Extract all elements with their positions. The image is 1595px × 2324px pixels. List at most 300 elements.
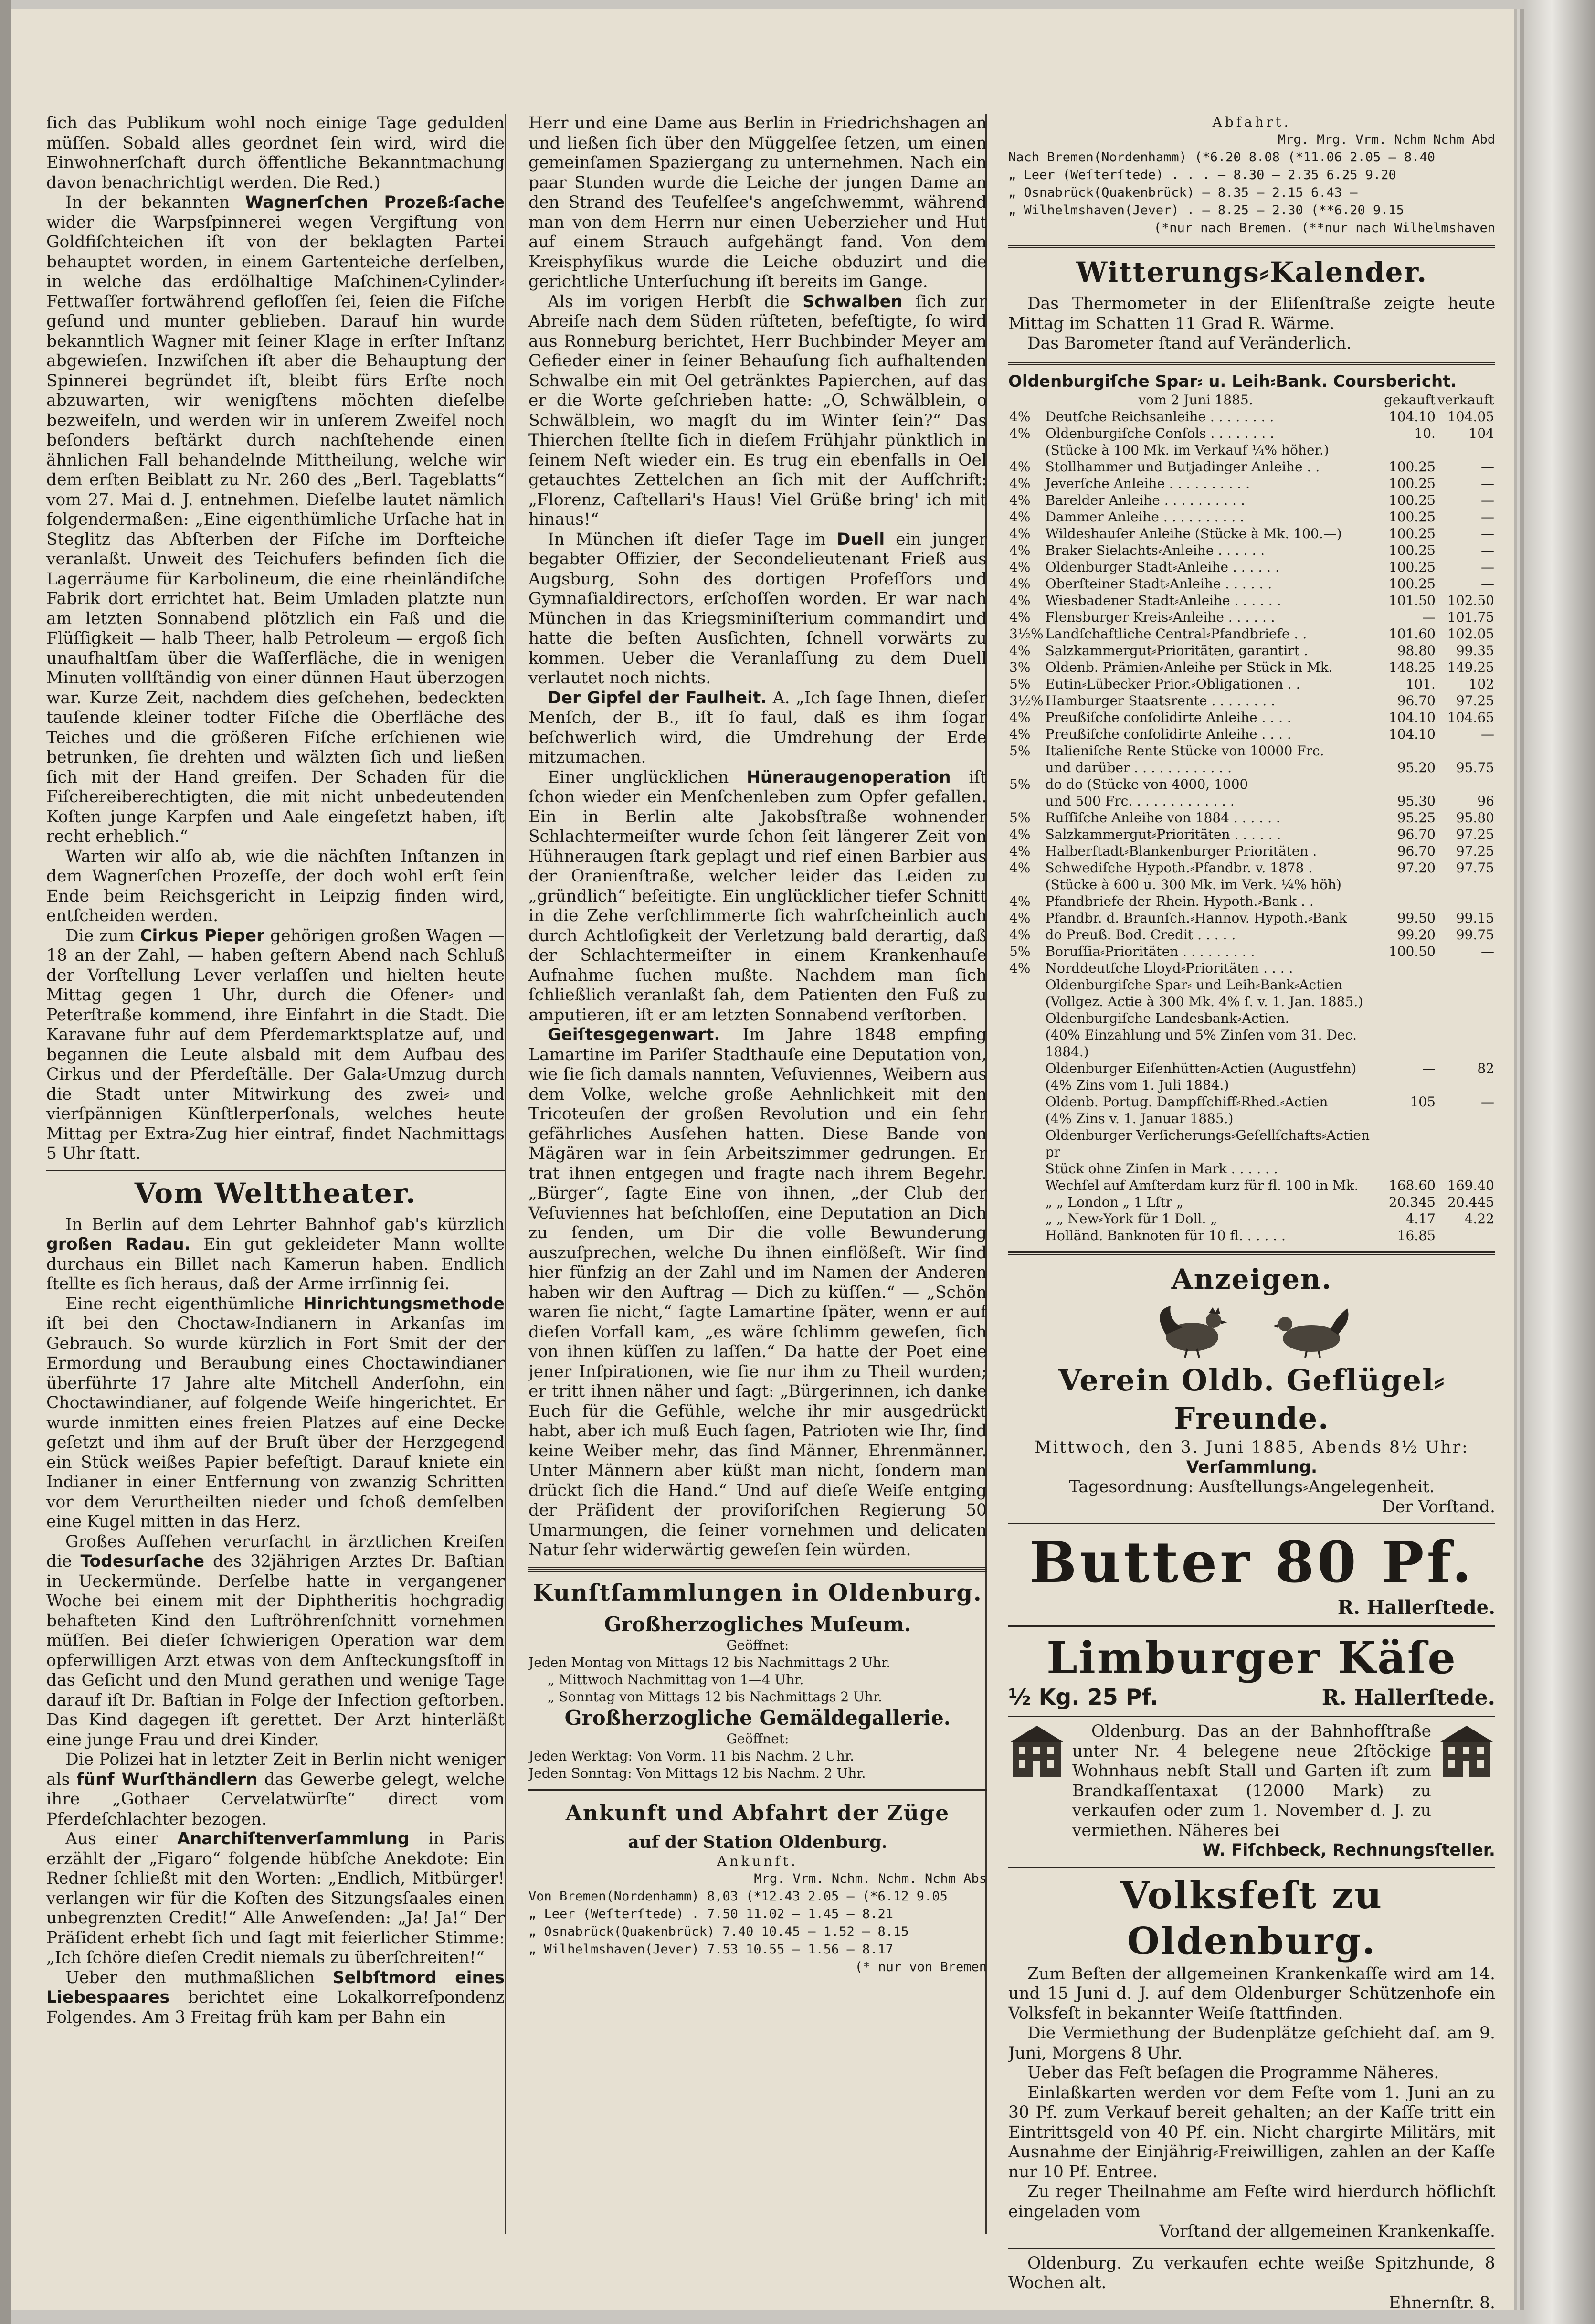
scan-left-edge xyxy=(0,0,11,2324)
sold-cell: 97.25 xyxy=(1456,827,1494,842)
rate-cell xyxy=(1008,759,1045,776)
sold-cell xyxy=(1437,442,1495,458)
table-row xyxy=(1008,743,1495,759)
bought-cell: 104.10 xyxy=(1388,710,1436,725)
column-3 xyxy=(1008,114,1495,2313)
table-row xyxy=(1008,642,1495,659)
table-row xyxy=(1008,609,1495,626)
arrival-note: (* nur von Bremen xyxy=(855,1959,987,1974)
article-text: Herr und eine Dame aus Berlin in Friedrichshagen an und ließen ſich über den Müggelſee ſetzen, um einen gemeinſamen Spaziergang zu unternehmen. Nach ein paar Stunden wurde die Leiche der jungen Dame an den Strand des Teufelſee's angeſchwemmt, während man von dem Herrn nur einen Ueberzieher und Hut auf einem Strauch aufgehängt fand. Von dem Kreisphyſikus wurde die Leiche obduzirt und die gerichtliche Unterſuchung iſt bereits im Gange. xyxy=(528,114,987,291)
divider xyxy=(1008,361,1495,365)
article-geistesgegenwart: Geiſtesgegenwart. Im Jahre 1848 empfing Lamartine im Pariſer Stadthauſe eine Deputation von, wie ſie ſich damals nannten, Veſuviennes, Weibern aus dem Volke, welche große Aehnlichkeit mit den Tricoteuſen der großen Revolution und ein ſehr gefährliches Ausſehen hatten. Diese Bande von Mägären war in ſein Arbeitszimmer gedrungen. Er trat ihnen entgegen und fragte nach ihrem Begehr. „Bürger“, ſagte Eine von ihnen, „der Club der Veſuviennes hat beſchloſſen, eine Deputation an Dich zu ſenden, um Dir die volle Bewunderung auszuſprechen, welche Du ihnen einflößeſt. Wir ſind hier fünfzig an der Zahl und im Namen der Anderen haben wir den Auftrag — Dich zu küſſen.“ — „Schön waren ſie nicht,“ ſagte Lamartine ſpäter, wenn er auf dieſen Vorfall kam, „es wäre ſchlimm geweſen, ſich von ihnen küſſen zu laſſen.“ Da hatte der Poet eine jener Inſpirationen, wie ſie nur ihm zu Theil wurden; er tritt ihnen näher und ſagt: „Bürgerinnen, ich danke Euch für die Gefühle, welche ihr mir ausgedrückt habt, aber ich muß Euch ſagen, Patrioten wie Ihr, ſind keine Weiber mehr, das ſind Männer, Ehrenmänner. Unter Männern aber küßt man nicht, ſondern man drückt ſich die Hand.“ Und auf dieſe Weiſe entging der Präſident der proviſoriſchen Regierung 50 Umarmungen, die ſeiner vornehmen und delicaten Natur ſehr widerwärtig geweſen ſein würden. xyxy=(528,1025,987,1560)
bought-cell: 99.50 xyxy=(1397,910,1436,926)
security-cell: (Vollgez. Actie à 300 Mk. 4% ſ. v. 1. Jan. 1885.) xyxy=(1045,994,1363,1009)
article-cirkus: Die zum Cirkus Pieper gehörigen großen Wagen — 18 an der Zahl, — haben geſtern Abend nach Schluß der Vorſtellung Lever verlaſſen und hielten heute Mittag gegen 1 Uhr, durch die Ofener⸗ und Peterſtraße kommend, ihre Einfahrt in die Stadt. Die Karavane fuhr auf dem Pferdemarktsplatze auf, und begannen die Leute alsbald mit dem Aufbau des Cirkus und der Pferdeſtälle. Der Gala⸗Umzug durch die Stadt unter Mitwirkung des zwei⸗ und vierſpännigen Künſtlerperſonals, welches heute Mittag per Extra⸗Zug hier eintraf, findet Nachmittags 5 Uhr ſtatt. xyxy=(46,926,505,1163)
weather-heading: Witterungs⸗Kalender. xyxy=(1076,256,1428,288)
table-row xyxy=(1008,676,1495,692)
gallery-open: Geöffnet: xyxy=(726,1730,789,1747)
section-heading: Vom Welttheater. xyxy=(134,1177,417,1210)
sold-cell xyxy=(1437,1027,1495,1060)
security-cell: Oldenb. Portug. Dampfſchiff⸗Rhed.⸗Actien xyxy=(1045,1094,1328,1110)
divider xyxy=(1008,1251,1495,1255)
bought-cell: 95.30 xyxy=(1397,793,1436,809)
table-row xyxy=(1008,860,1495,876)
rate-cell: 4% xyxy=(1009,526,1031,541)
rate-cell: 5% xyxy=(1009,743,1031,759)
bought-cell: 100.50 xyxy=(1388,944,1436,959)
article-lead: Der Gipfel der Faulheit. xyxy=(548,688,767,708)
table-row xyxy=(1008,993,1495,1010)
verein-heading: Verein Oldb. Geflügel⸗Freunde. xyxy=(1058,1363,1446,1436)
sold-cell: 97.25 xyxy=(1456,693,1494,709)
security-cell: (40% Einzahlung und 5% Zinſen vom 31. Dec. 1884.) xyxy=(1045,1027,1357,1060)
arrival-row: „ Wilhelmshaven(Jever) 7.53 10.55 — 1.56 — 8.17 xyxy=(528,1942,894,1957)
table-row xyxy=(1008,425,1495,442)
sold-cell xyxy=(1437,1160,1495,1177)
sold-cell: 102 xyxy=(1468,676,1494,692)
table-row xyxy=(1008,910,1495,926)
museum-open: Geöffnet: xyxy=(726,1637,789,1653)
article-lead: großen Radau. xyxy=(46,1235,190,1254)
security-cell: Oldenburgiſche Conſols . . . . . . . . xyxy=(1045,425,1275,441)
security-cell: (Stücke à 100 Mk. im Verkauf ¼% höher.) xyxy=(1045,442,1329,458)
museum-heading: Großherzogliches Muſeum. xyxy=(604,1612,911,1636)
poultry-illustration xyxy=(1008,1301,1495,1358)
sold-cell xyxy=(1437,1077,1495,1093)
sold-cell: 97.25 xyxy=(1456,843,1494,859)
bank-heading: Oldenburgiſche Spar⸗ u. Leih⸗Bank. Coursbericht. xyxy=(1008,371,1457,391)
museum-hours: „ Mittwoch Nachmittag von 1—4 Uhr. xyxy=(548,1671,804,1687)
divider xyxy=(46,1170,505,1171)
rate-cell xyxy=(1008,1160,1045,1177)
bought-cell: 20.345 xyxy=(1388,1194,1436,1210)
volksfest-heading: Volksfeſt zu Oldenburg. xyxy=(1120,1873,1383,1963)
sold-cell xyxy=(1437,993,1495,1010)
verein-date: Mittwoch, den 3. Juni 1885, Abends 8½ Uhr: xyxy=(1035,1438,1469,1457)
article-lead: Schwalben xyxy=(803,292,903,311)
column-2 xyxy=(528,114,987,1976)
article-selbstmord: Ueber den muthmaßlichen Selbſtmord eines Liebespaares berichtet eine Lokalkorreſpondenz Folgendes. Am 3 Freitag früh kam per Bahn ein xyxy=(46,1968,505,2027)
article-wurst: Die Polizei hat in letzter Zeit in Berlin nicht weniger als fünf Wurſthändlern das Gewerbe gelegt, welche ihre „Gothaer Cervelatwürſte“ direct vom Pferdeſchlachter bezogen. xyxy=(46,1750,505,1829)
bought-cell: 100.25 xyxy=(1388,576,1436,592)
bought-cell xyxy=(1383,442,1437,458)
sold-cell: 20.445 xyxy=(1447,1194,1494,1210)
security-cell: Pfandbr. d. Braunſch.⸗Hannov. Hypoth.⸗Bank xyxy=(1045,910,1347,926)
sold-cell: 4.22 xyxy=(1464,1211,1494,1227)
security-cell: do do (Stücke von 4000, 1000 xyxy=(1045,776,1248,792)
weather-barometer: Das Barometer ſtand auf Veränderlich. xyxy=(1027,334,1352,353)
rate-cell: 4% xyxy=(1009,609,1031,625)
article-text: Warten wir alſo ab, wie die nächſten Inſtanzen in dem Wagnerſchen Prozeſſe, der doch wohl erſt ſein Ende beim Reichsgericht in Leipzig finden wird, entſcheiden werden. xyxy=(46,847,505,925)
gallery-heading: Großherzogliche Gemäldegallerie. xyxy=(564,1706,951,1730)
sold-cell xyxy=(1437,1110,1495,1127)
sold-cell xyxy=(1437,1127,1495,1160)
departure-heading: Abfahrt. xyxy=(1212,114,1291,130)
volksfest-text: Die Vermiethung der Budenplätze geſchieht daſ. am 9. Juni, Morgens 8 Uhr. xyxy=(1008,2024,1495,2063)
bought-cell: 99.20 xyxy=(1397,927,1436,943)
security-cell: Barelder Anleihe . . . . . . . . . . xyxy=(1045,492,1245,508)
sold-cell: — xyxy=(1481,726,1494,742)
rate-cell xyxy=(1008,793,1045,809)
table-row xyxy=(1008,1177,1495,1194)
column-1 xyxy=(46,114,505,2027)
table-row xyxy=(1008,843,1495,860)
volksfest-text: Einlaßkarten werden vor dem Feſte vom 1. Juni an zu 30 Pf. zum Verkauf bereit gehalten; an der Kaſſe tritt ein Eintrittsgeld von 40 Pf. ein. Nicht chargirte Militärs, mit Ausnahme der Einjährig⸗Freiwilligen, zahlen an der Kaſſe nur 10 Pf. Entree. xyxy=(1008,2083,1495,2182)
house-ad-text: Oldenburg. Das an der Bahnhofſtraße unter Nr. 4 belegene neue 2ſtöckige Wohnhaus nebſt Stall und Garten iſt zum Brandkaſſentaxat (12000 Mark) zu verkaufen oder zum 1. November d. J. zu vermiethen. Näheres bei xyxy=(1072,1722,1431,1840)
table-row xyxy=(1008,709,1495,726)
gallery-hours: Jeden Werktag: Von Vorm. 11 bis Nachm. 2 Uhr. xyxy=(528,1748,855,1764)
table-row xyxy=(1008,976,1495,993)
table-row xyxy=(1008,876,1495,893)
divider xyxy=(528,1789,987,1793)
rate-cell: 4% xyxy=(1009,710,1031,725)
security-cell: und 500 Frc. . . . . . . . . . . . . xyxy=(1045,793,1235,809)
sold-cell: — xyxy=(1481,459,1494,475)
article-wagner: In der bekannten Wagnerſchen Prozeß⸗ſache wider die Warpsſpinnerei wegen Vergiftung von Goldfiſchteichen iſt von der beklagten Partei behauptet worden, in einem Gartenteiche derſelben, in welche das erdölhaltige Maſchinen⸗Cylinder⸗Fettwaſſer fortwährend gefloſſen ſei, ſeien die Fiſche geſund und munter geblieben. Darauf hin wurde bekanntlich Wagner mit ſeiner Klage in erſter Inſtanz abgewieſen. Inzwiſchen iſt aber die Behauptung der Spinnerei begründet iſt, bleibt fürs Erſte noch abzuwarten, wir wenigſtens möchten dieſelbe bezweifeln, und werden wir in unſerem Zweifel noch beſonders beſtärkt durch nachſtehende einen ähnlichen Fall behandelnde Mittheilung, welche wir dem erſten Beiblatt zu Nr. 260 des „Berl. Tageblatts“ vom 27. Mai d. J. entnehmen. Dieſelbe lautet nämlich folgendermaßen: „Eine eigenthümliche Urſache hat in Steglitz das Abſterben der Fiſche im Dorfteiche veranlaßt. Unweit des Teichufers befinden ſich die Lagerräume für Karbolineum, die eine rheinländiſche Fabrik dort errichtet hat. Beim Umladen platzte nun am letzten Sonnabend plötzlich ein Faß und die Flüſſigkeit — halb Theer, halb Petroleum — ergoß ſich unaufhaltſam über die Waſſerfläche, die in wenigen Minuten vollſtändig von einer dünnen Haut überzogen war. Kurze Zeit, nachdem dies geſchehen, bedeckten tauſende kleiner todter Fiſche die Oberfläche des Teiches und die größeren Fiſche erſchienen wie betrunken, ſie drehten und wälzten ſich und ließen ſich mit der Hand greifen. Der Schaden für die Fiſchereiberechtigten, die mit nicht unbedeutenden Koſten junge Karpfen und Aale eingeſetzt haben, iſt recht erheblich.“ xyxy=(46,193,505,846)
table-row xyxy=(1008,1110,1495,1127)
table-row xyxy=(1008,525,1495,542)
kunst-heading: Kunſtſammlungen in Oldenburg. xyxy=(533,1579,982,1606)
table-row xyxy=(1008,943,1495,960)
rate-cell: 5% xyxy=(1009,810,1031,826)
bought-cell: 97.20 xyxy=(1397,860,1436,876)
sold-cell xyxy=(1437,893,1495,910)
butter-signature: R. Hallerſtede. xyxy=(1337,1596,1495,1619)
rate-cell: 4% xyxy=(1009,860,1031,876)
bought-cell xyxy=(1383,1027,1437,1060)
security-cell: (4% Zins v. 1. Januar 1885.) xyxy=(1045,1111,1234,1126)
table-row xyxy=(1008,793,1495,809)
divider xyxy=(1008,1523,1495,1524)
rate-cell: 4% xyxy=(1009,476,1031,491)
bought-cell: 101. xyxy=(1405,676,1436,692)
rate-cell: 4% xyxy=(1009,843,1031,859)
arrival-heading: Ankunft. xyxy=(717,1853,798,1869)
bought-cell: 101.50 xyxy=(1388,593,1436,608)
rate-cell: 4% xyxy=(1009,559,1031,575)
security-cell: Deutſche Reichsanleihe . . . . . . . . xyxy=(1045,409,1274,424)
table-row xyxy=(1008,1227,1495,1244)
house-ad-signature: W. Fiſchbeck, Rechnungsſteller. xyxy=(1202,1841,1495,1860)
sold-cell: 99.35 xyxy=(1456,643,1494,658)
bought-cell: 100.25 xyxy=(1388,492,1436,508)
article-hueneraugen: Einer unglücklichen Hüneraugenoperation iſt ſchon wieder ein Menſchenleben zum Opfer gefallen. Ein in Berlin alte Jakobsſtraße wohnender Schlachtermeiſter wurde ſchon ſeit längerer Zeit von Hühneraugen ſtark geplagt und rief einen Barbier aus der Oranienſtraße, welcher leider das Leiden zu „gründlich“ beſeitigte. Ein unglücklicher tiefer Schnitt in die Zehe verſchlimmerte ſich wahrſcheinlich auch durch Achtloſigkeit der Verletzung bald derartig, daß der Schlachtermeiſter in einem Krankenhauſe Aufnahme ſuchen mußte. Nachdem man ſich ſchließlich veranlaßt ſah, dem Patienten den Fuß zu amputieren, iſt er am letzten Sonnabend verſtorben. xyxy=(528,767,987,1025)
bought-cell: 100.25 xyxy=(1388,459,1436,475)
table-row xyxy=(1008,692,1495,709)
spitz-ad-text: Oldenburg. Zu verkaufen echte weiße Spitzhunde, 8 Wochen alt. xyxy=(1008,2253,1495,2292)
sold-cell: — xyxy=(1481,1094,1494,1110)
rate-cell: 4% xyxy=(1009,643,1031,658)
bought-cell: 4.17 xyxy=(1405,1211,1436,1227)
rate-cell: 4% xyxy=(1009,726,1031,742)
sold-cell: 104 xyxy=(1468,425,1494,441)
divider xyxy=(528,1567,987,1572)
bought-cell xyxy=(1383,893,1437,910)
rate-cell: 4% xyxy=(1009,509,1031,525)
sold-cell: 101.75 xyxy=(1447,609,1494,625)
divider xyxy=(1008,1716,1495,1717)
sold-cell: — xyxy=(1481,576,1494,592)
table-row xyxy=(1008,442,1495,458)
bought-cell: 98.80 xyxy=(1397,643,1436,658)
security-cell: Oldenburgiſche Spar⸗ und Leih⸗Bank⸗Actien xyxy=(1045,977,1342,993)
house-icon xyxy=(1438,1722,1495,1779)
bought-cell: 104.10 xyxy=(1388,726,1436,742)
article-anarchisten: Aus einer Anarchiſtenverſammlung in Paris erzählt der „Figaro“ folgende hübſche Anekdote: Ein Redner ſchließt mit den Worten: „Endlich, Mitbürger! verlangen wir für die Koſten des Sitzungsſaales einen unbegrenzten Credit!“ Alle Anweſenden: „Ja! Ja!“ Der Präſident erhebt ſich und ſagt mit feierlicher Stimme: „Ich ſchöre dieſen Credit niemals zu überſchreiten!“ xyxy=(46,1829,505,1967)
bank-date: vom 2 Juni 1885. xyxy=(1138,392,1253,408)
column-header: gekauft xyxy=(1384,392,1436,408)
sold-cell: 97.75 xyxy=(1456,860,1494,876)
security-cell: „ „ New⸗York für 1 Doll. „ xyxy=(1045,1211,1217,1227)
article-lead: Geiſtesgegenwart. xyxy=(548,1025,720,1044)
security-cell: Eutin⸗Lübecker Prior.⸗Obligationen . . xyxy=(1045,676,1300,692)
bought-cell: 100.25 xyxy=(1388,509,1436,525)
table-row xyxy=(1008,492,1495,509)
bought-cell xyxy=(1383,976,1437,993)
table-row xyxy=(1008,1210,1495,1227)
bought-cell: 100.25 xyxy=(1388,476,1436,491)
rate-cell xyxy=(1008,442,1045,458)
house-ad xyxy=(1008,1722,1495,1841)
article-schwalben: Als im vorigen Herbſt die Schwalben ſich zur Abreiſe nach dem Süden rüſteten, befeſtigte, ſo wird aus Ronneburg berichtet, Herr Buchbinder Meyer am Gefieder einer in ſeiner Behauſung ſich aufhaltenden Schwalbe ein mit Oel getränktes Papierchen, auf das er die Worte geſchrieben hatte: „O, Schwälblein, o Schwälblein, wo magſt du im Winter ſein?“ Das Thierchen ſtellte ſich in dieſem Frühjahr pünktlich in ſeinem Neſt wieder ein. Es trug ein ebenfalls in Oel getauchtes Zettelchen an ſich mit der Aufſchrift: „Florenz, Caſtellari's Haus! Viel Grüße bring' ich mit hinaus!“ xyxy=(528,292,987,529)
table-row xyxy=(1008,726,1495,743)
article-todesursache: Großes Aufſehen verurſacht in ärztlichen Kreiſen die Todesurſache des 32jährigen Arztes Dr. Baſtian in Ueckermünde. Derſelbe hatte in vergangener Woche bei einem mit der Diphtheritis hochgradig behafteten Kind den Luftröhrenſchnitt vornehmen müſſen. Bei dieſer ſchwierigen Operation war dem opferwilligen Arzt etwas von dem Anſteckungsſtoff in das Geſicht und den Mund gerathen und wenige Tage darauf iſt Dr. Baſtian in Folge der Infection geſtorben. Das Kind dagegen iſt gerettet. Der Arzt hinterläßt eine junge Frau und drei Kinder. xyxy=(46,1532,505,1750)
hen-icon xyxy=(1266,1301,1357,1358)
bought-cell: 10. xyxy=(1414,425,1436,441)
sold-cell: — xyxy=(1481,492,1494,508)
verein-meeting: Verſammlung. xyxy=(1186,1457,1318,1477)
sold-cell xyxy=(1437,743,1495,759)
security-cell: Oldenburger Verſicherungs⸗Geſellſchafts⸗Actien pr xyxy=(1045,1127,1370,1160)
arrival-row: Von Bremen(Nordenhamm) 8,03 (*12.43 2.05 — (*6.12 9.05 xyxy=(528,1889,948,1904)
table-row xyxy=(1008,826,1495,843)
bought-cell: 101.60 xyxy=(1388,626,1436,642)
bought-cell: 105 xyxy=(1410,1094,1436,1110)
security-cell: Stück ohne Zinſen in Mark . . . . . . xyxy=(1045,1161,1278,1177)
sold-cell: 102.50 xyxy=(1447,593,1494,608)
sold-cell: 82 xyxy=(1477,1061,1494,1076)
table-row xyxy=(1008,1060,1495,1077)
weather-thermometer: Das Thermometer in der Eliſenſtraße zeigte heute Mittag im Schatten 11 Grad R. Wärme. xyxy=(1008,294,1495,333)
ads-heading: Anzeigen. xyxy=(1171,1263,1332,1295)
sold-cell: — xyxy=(1481,476,1494,491)
article-lead: Hüneraugenoperation xyxy=(747,767,951,787)
security-cell: Oldenb. Prämien⸗Anleihe per Stück in Mk. xyxy=(1045,659,1333,675)
divider xyxy=(1008,244,1495,248)
rate-cell: 4% xyxy=(1009,425,1031,441)
bought-cell xyxy=(1383,743,1437,759)
arrival-columns: Mrg. Vrm. Nchm. Nchm. Nchm Abs xyxy=(754,1871,987,1886)
sold-cell: 104.65 xyxy=(1447,710,1494,725)
verein-agenda: Tagesordnung: Ausſtellungs⸗Angelegenheit. xyxy=(1069,1477,1435,1496)
security-cell: Holländ. Banknoten für 10 fl. . . . . . xyxy=(1045,1228,1286,1243)
spitz-ad-address: Ehnernſtr. 8. xyxy=(1389,2293,1495,2313)
departure-row: „ Osnabrück(Quakenbrück) — 8.35 — 2.15 6.43 — xyxy=(1008,185,1358,200)
sold-cell: 96 xyxy=(1477,793,1494,809)
rooster-icon xyxy=(1147,1301,1237,1358)
trains-subheading: auf der Station Oldenburg. xyxy=(628,1832,887,1852)
rate-cell xyxy=(1008,1060,1045,1077)
bought-cell: — xyxy=(1422,1061,1436,1076)
table-row xyxy=(1008,659,1495,676)
sold-cell: — xyxy=(1481,559,1494,575)
newspaper-page xyxy=(11,9,1514,2313)
sold-cell: 104.05 xyxy=(1447,409,1494,424)
rate-cell xyxy=(1008,1210,1045,1227)
bank-course-table xyxy=(1008,392,1495,1244)
rate-cell xyxy=(1008,993,1045,1010)
security-cell: (4% Zins vom 1. Juli 1884.) xyxy=(1045,1077,1229,1093)
rate-cell xyxy=(1008,976,1045,993)
security-cell: Flensburger Kreis⸗Anleihe . . . . . . xyxy=(1045,609,1275,625)
security-cell: Jeverſche Anleihe . . . . . . . . . . xyxy=(1045,476,1250,491)
bought-cell xyxy=(1383,876,1437,893)
rate-cell xyxy=(1008,1010,1045,1027)
column-rule xyxy=(505,114,506,2234)
sold-cell: 169.40 xyxy=(1447,1178,1494,1193)
table-row xyxy=(1008,592,1495,609)
table-row xyxy=(1008,575,1495,592)
article-lead: Todesurſache xyxy=(80,1552,205,1571)
security-cell: Pfandbriefe der Rhein. Hypoth.⸗Bank . . xyxy=(1045,893,1314,909)
bought-cell: 104.10 xyxy=(1388,409,1436,424)
rate-cell: 4% xyxy=(1009,542,1031,558)
table-row xyxy=(1008,626,1495,642)
security-cell: Oberſteiner Stadt⸗Anleihe . . . . . . xyxy=(1045,576,1272,592)
sold-cell: 99.75 xyxy=(1456,927,1494,943)
rate-cell xyxy=(1008,1194,1045,1210)
article-lead: Duell xyxy=(836,530,885,549)
security-cell: Salzkammergut⸗Prioritäten, garantirt . xyxy=(1045,643,1308,658)
security-cell: Italieniſche Rente Stücke von 10000 Frc. xyxy=(1045,743,1324,759)
security-cell: Schwediſche Hypoth.⸗Pfandbr. v. 1878 . xyxy=(1045,860,1313,876)
gallery-hours: Jeden Sonntag: Von Mittags 12 bis Nachm. 2 Uhr. xyxy=(528,1765,866,1781)
column-header: verkauft xyxy=(1437,392,1494,408)
rate-cell xyxy=(1008,1093,1045,1110)
security-cell: Norddeutſche Lloyd⸗Prioritäten . . . . xyxy=(1045,960,1293,976)
sold-cell: — xyxy=(1481,526,1494,541)
security-cell: Wiesbadener Stadt⸗Anleihe . . . . . . xyxy=(1045,593,1281,608)
sold-cell xyxy=(1437,1010,1495,1027)
bought-cell: 96.70 xyxy=(1397,843,1436,859)
security-cell: Boruſſia⸗Prioritäten . . . . . . . . . xyxy=(1045,944,1255,959)
kaese-price: ½ Kg. 25 Pf. xyxy=(1008,1684,1159,1710)
rate-cell: 4% xyxy=(1009,459,1031,475)
sold-cell: 99.15 xyxy=(1456,910,1494,926)
divider xyxy=(1008,2248,1495,2249)
security-cell: Stollhammer und Butjadinger Anleihe . . xyxy=(1045,459,1320,475)
volksfest-signature: Vorſtand der allgemeinen Krankenkaſſe. xyxy=(1159,2222,1495,2241)
volksfest-text: Ueber das Feſt beſagen die Programme Näheres. xyxy=(1027,2063,1439,2082)
bought-cell: 96.70 xyxy=(1397,827,1436,842)
bank-rows xyxy=(1008,408,1495,1244)
arrival-row: „ Osnabrück(Quakenbrück) 7.40 10.45 — 1.52 — 8.15 xyxy=(528,1924,909,1939)
bought-cell: 148.25 xyxy=(1388,659,1436,675)
rate-cell xyxy=(1008,1027,1045,1060)
rate-cell: 4% xyxy=(1009,409,1031,424)
table-row xyxy=(1008,1027,1495,1060)
article-lead: Wagnerſchen Prozeß⸗ſache xyxy=(245,193,505,212)
sold-cell: 149.25 xyxy=(1447,659,1494,675)
security-cell: (Stücke à 600 u. 300 Mk. im Verk. ¼% höh) xyxy=(1045,877,1341,892)
divider xyxy=(1008,1625,1495,1627)
departure-row: Nach Bremen(Nordenhamm) (*6.20 8.08 (*11.06 2.05 — 8.40 xyxy=(1008,150,1436,165)
sold-cell xyxy=(1437,960,1495,976)
security-cell: Preußiſche conſolidirte Anleihe . . . . xyxy=(1045,710,1291,725)
security-cell: Preußiſche conſolidirte Anleihe . . . . xyxy=(1045,726,1291,742)
bought-cell xyxy=(1383,960,1437,976)
rate-cell: 4% xyxy=(1009,492,1031,508)
rate-cell xyxy=(1008,1077,1045,1093)
kaese-price-row xyxy=(1008,1684,1495,1710)
butter-ad: Butter 80 Pf. xyxy=(1029,1529,1475,1595)
rate-cell xyxy=(1008,1110,1045,1127)
sold-cell: — xyxy=(1481,542,1494,558)
house-icon xyxy=(1008,1722,1066,1779)
table-row xyxy=(1008,1093,1495,1110)
table-row xyxy=(1008,960,1495,976)
divider xyxy=(1008,1867,1495,1868)
security-cell: Dammer Anleihe . . . . . . . . . . xyxy=(1045,509,1245,525)
table-row xyxy=(1008,1077,1495,1093)
bought-cell xyxy=(1383,1010,1437,1027)
departure-row: „ Wilhelmshaven(Jever) . — 8.25 — 2.30 (**6.20 9.15 xyxy=(1008,203,1405,218)
bought-cell: 100.25 xyxy=(1388,559,1436,575)
sold-cell: 95.80 xyxy=(1456,810,1494,826)
volksfest-text: Zu reger Theilnahme am Feſte wird hierdurch höflichſt eingeladen vom xyxy=(1008,2182,1495,2221)
table-row xyxy=(1008,408,1495,425)
sold-cell: 95.75 xyxy=(1456,760,1494,775)
bought-cell: 95.20 xyxy=(1397,760,1436,775)
bought-cell xyxy=(1383,1160,1437,1177)
table-row xyxy=(1008,1194,1495,1210)
security-cell: Wildeshauſer Anleihe (Stücke à Mk. 100.—) xyxy=(1045,526,1342,541)
rate-cell: 5% xyxy=(1009,676,1031,692)
security-cell: do Preuß. Bod. Credit . . . . . xyxy=(1045,927,1236,943)
security-cell: Wechſel auf Amſterdam kurz für fl. 100 in Mk. xyxy=(1045,1178,1359,1193)
security-cell: Salzkammergut⸗Prioritäten . . . . . . xyxy=(1045,827,1281,842)
kaese-signature: R. Hallerſtede. xyxy=(1321,1686,1495,1710)
sold-cell xyxy=(1437,976,1495,993)
article-hinrichtung: Eine recht eigenthümliche Hinrichtungsmethode iſt bei den Choctaw⸗Indianern in Arkanſas im Gebrauch. So wurde kürzlich in Fort Smit der der Ermordung und Beraubung eines Choctawindianer überführte 17 Jahre alte Mitchell Anderſohn, ein Choctawindianer, auf folgende Weiſe hingerichtet. Er wurde inmitten eines freien Platzes auf eine Decke geſetzt und ihm auf der Bruſt über der Herzgegend ein Stück weißes Papier befeſtigt. Darauf kniete ein Indianer in einer Entfernung von zwanzig Schritten vor dem Verurtheilten nieder und ſchoß demſelben eine Kugel mitten in das Herz. xyxy=(46,1294,505,1531)
security-cell: Hamburger Staatsrente . . . . . . . . xyxy=(1045,693,1276,709)
article-faulheit: Der Gipfel der Faulheit. A. „Ich ſage Ihnen, dieſer Menſch, der B., iſt ſo faul, daß es ihm ſogar beſchwerlich wird, die Umdrehung der Erde mitzumachen. xyxy=(528,688,987,767)
sold-cell xyxy=(1437,1227,1495,1244)
museum-hours: „ Sonntag von Mittags 12 bis Nachmittags 2 Uhr. xyxy=(548,1688,882,1705)
table-row xyxy=(1008,893,1495,910)
table-row xyxy=(1008,1010,1495,1027)
security-cell: Oldenburger Stadt⸗Anleihe . . . . . . xyxy=(1045,559,1279,575)
bought-cell xyxy=(1383,1110,1437,1127)
bought-cell xyxy=(1383,993,1437,1010)
rate-cell: 3½% xyxy=(1009,693,1044,709)
volksfest-text: Zum Beſten der allgemeinen Krankenkaſſe wird am 14. und 15 Juni d. J. auf dem Oldenburger Schützenhofe ein Volksfeſt in bekannter Weiſe ſtattfinden. xyxy=(1008,1964,1495,2023)
rate-cell: 3% xyxy=(1009,659,1031,675)
table-row xyxy=(1008,542,1495,559)
rate-cell: 4% xyxy=(1009,893,1031,909)
security-cell: Oldenburgiſche Landesbank⸗Actien. xyxy=(1045,1010,1289,1026)
article-lead: fünf Wurſthändlern xyxy=(76,1770,258,1789)
sold-cell: 102.05 xyxy=(1447,626,1494,642)
bought-cell: — xyxy=(1422,609,1436,625)
rate-cell: 5% xyxy=(1009,944,1031,959)
table-row xyxy=(1008,458,1495,475)
departure-row: „ Leer (Weſterſtede) . . . — 8.30 — 2.35 6.25 9.20 xyxy=(1008,168,1396,182)
security-cell: „ „ London „ 1 Lſtr „ xyxy=(1045,1194,1183,1210)
verein-signature: Der Vorſtand. xyxy=(1382,1497,1495,1517)
security-cell: Braker Sielachts⸗Anleihe . . . . . . xyxy=(1045,542,1265,558)
bought-cell: 95.25 xyxy=(1397,810,1436,826)
